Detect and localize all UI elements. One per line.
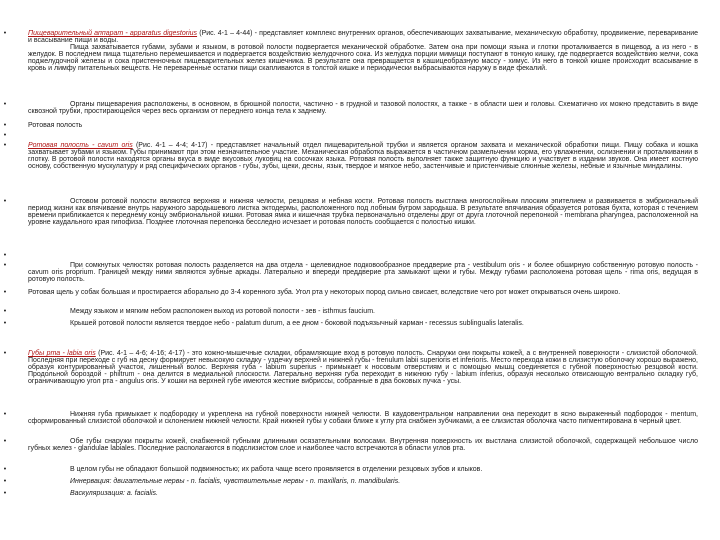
paragraph-text: При сомкнутых челюстях ротовая полость разделяется на два отдела - щелевидное подковообразное преддверие рта - vestibulum oris - и более обширную собственную ротовую полость - cavum oris proprium. Границей между ними являются зубные аркады. Латерально и впереди преддверие рта замыкают щеки и губы. Между губами расположена ротовая щель - rima oris, ведущая в ротовую полость. bbox=[28, 262, 698, 283]
bullet-icon: • bbox=[3, 198, 7, 205]
paragraph-text: Крышей ротовой полости является твердое небо - palatum durum, а ее дном - боковой подъязычный карман - recessus sublingualis lateralis. bbox=[70, 320, 524, 327]
bullet-icon: • bbox=[3, 132, 7, 139]
list-item bbox=[3, 490, 698, 497]
list-item bbox=[3, 350, 698, 385]
paragraph-text: В целом губы не обладают большой подвижностью; их работа чаще всего проявляется в отделении резцовых зубов и клыков. bbox=[70, 466, 483, 473]
paragraph-text: Васкуляризация: a. facialis. bbox=[70, 490, 158, 497]
list-item bbox=[3, 411, 698, 425]
paragraph-text: Остовом ротовой полости являются верхняя и нижняя челюсти, резцовая и небная кости. Ротовая полость выстлана многослойным плоским эпителием и развивается в эмбриональный период жизни как впячивание внутрь наружного зародышевого листка эктодермы, расположенного под лобным бугром зародыша. В результате впячивания образуется ротовая бухта, которая с течением времени приближается к переднему концу эмбриональной кишки. Ротовая ямка и кишечная трубка первоначально отделены друг от друга глоточной перепонкой - membrana pharyngea, расположенной на уровне каудального края гипофиза. Позднее глоточная перепонка бесследно исчезает и ротовая полость сообщается с полостью кишки. bbox=[28, 198, 698, 226]
list-item bbox=[3, 438, 698, 452]
paragraph-text: Органы пищеварения расположены, в основном, в брюшной полости, частично - в грудной и тазовой полостях, а также - в области шеи и головы. Схематично их можно представить в виде сквозной трубки, простирающейся через весь организм от переднего конца тела к заднему. bbox=[28, 101, 698, 115]
paragraph-text: (Рис. 4-1 – 4-44) - представляет комплекс внутренних органов, обеспечивающих захватывание, механическую обработку, продвижение, переваривание и всасывание пищи и воды. bbox=[28, 30, 698, 44]
bullet-icon: • bbox=[3, 411, 7, 418]
paragraph-text: Нижняя губа примыкает к подбородку и укреплена на губной поверхности нижней челюсти. В каудовентральном направлении она переходит в ясно выраженный подбородок - mentum, сформированный слизистой оболочкой и склонением нижней челюсти. Край нижней губы у собаки ближе к углу рта снабжен зубчиками, а ее слизистая оболочка часто пигментирована в черный цвет. bbox=[28, 411, 698, 425]
paragraph-text: Ротовая полость bbox=[28, 122, 83, 129]
bullet-icon: • bbox=[3, 478, 7, 485]
bullet-icon: • bbox=[3, 30, 7, 37]
bullet-icon: • bbox=[3, 289, 7, 296]
bullet-icon: • bbox=[3, 350, 7, 357]
list-item bbox=[3, 142, 698, 170]
paragraph-text: Обе губы снаружи покрыты кожей, снабженной губными длинными осязательными волосами. Внутренняя поверхность их выстлана слизистой оболочкой, содержащей небольшое число губных желез - glandulae labiales. Последние располагаются в подслизистом слое и наиболее часто встречаются в области углов рта. bbox=[28, 438, 698, 452]
list-item bbox=[3, 308, 698, 315]
bullet-icon: • bbox=[3, 490, 7, 497]
bullet-icon: • bbox=[3, 252, 7, 259]
term-heading: Пищеварительный аппарат - apparatus digestorius bbox=[28, 30, 198, 37]
bullet-icon: • bbox=[3, 262, 7, 269]
list-item bbox=[3, 262, 698, 283]
term-heading: Губы рта - labia oris bbox=[28, 350, 96, 357]
list-item bbox=[3, 122, 698, 129]
bullet-icon: • bbox=[3, 320, 7, 327]
list-item bbox=[3, 466, 698, 473]
paragraph-text: Пища захватывается губами, зубами и языком, в ротовой полости подвергается механической обработке. Затем она при помощи языка и глотки проталкивается в пищевод, а из него - в желудок. В последнем пища тщательно перемешивается и подвергается воздействию желудочного сока. Из желудка порции мимищи поступают в тонкую кишку, где подвергается воздействию желчи, сока поджелудочной железы и сока пристенночных пищеварительных желез кишечника. В результате она превращается в кашицеобразную массу - химус. Из него в тонкой кишке происходит всасывание в кровь и лимфу питательных веществ. Не переваренные остатки пищи скапливаются в толстой кишке и периодически выбрасываются наружу в виде фекалий. bbox=[28, 44, 698, 72]
paragraph-text: (Рис. 4-1 – 4-4; 4-17) - представляет начальный отдел пищеварительной трубки и является органом захвата и механической обработки пищи. Пищу собака и кошка захватывает зубами и языком. Губы принимают при этом незначительное участие. Механическая обработка выражается в частичном размельчении корма, его увлажнении, ослизнении и проталкивании в глотку. В ротовой полости находятся органы вкуса в виде вкусовых луковиц на сосочках языка. Ротовая полость выполняет также защитную функцию и участвует в издании звуков. Она имеет костную основу, собственную мускулатуру и ряд специфических органов - губы, зубы, щеки, десны, язык, твердое и мягкое небо, застенчивые и пристенчивые слюнные железы, небные и язычные миндалины. bbox=[28, 142, 698, 170]
paragraph-text: (Рис. 4-1 – 4-6; 4-16; 4-17) - это кожно-мышечные складки, обрамляющие вход в ротовую полость. Снаружи они покрыты кожей, а с внутренней поверхности - слизистой оболочкой. Последняя при переходе с губ на десну формирует невысокую складку - уздечку верхней и нижней губы - frenulum labii superioris et inferioris. Место перехода кожи в слизистую оболочку хорошо выражено, образуя контурированный участок, лишенный волос. Верхняя губа - labium superius - примыкает к носовым отверстиям и с помощью мышц соединяется с губной поверхностью резцовой кости. Продольной бороздой - philtrum - она делится в медиальной плоскости. Латерально верхняя губа переходит в нижнюю губу - labium inferius, образуя несколько отвисающую вентрально складку губ, ограничивающую угол рта - angulus oris. У кошки на верхней губе имеются жесткие вибриссы, собранные в два боковых пучка - усы. bbox=[28, 350, 698, 385]
bullet-icon: • bbox=[3, 466, 7, 473]
bullet-icon: • bbox=[3, 142, 7, 149]
term-heading: Ротовая полость - cavum oris bbox=[28, 142, 133, 149]
list-item bbox=[3, 101, 698, 115]
bullet-icon: • bbox=[3, 308, 7, 315]
list-item bbox=[3, 198, 698, 226]
paragraph-text: Иннервация: двигательные нервы - n. facialis, чувствительные нервы - n. maxillaris, n. mandibularis. bbox=[70, 478, 401, 485]
bullet-icon: • bbox=[3, 122, 7, 129]
bullet-icon: • bbox=[3, 101, 7, 108]
list-item bbox=[3, 320, 698, 327]
list-item bbox=[3, 478, 698, 485]
list-item bbox=[3, 289, 698, 296]
paragraph-text: Между языком и мягким небом расположен выход из ротовой полости - зев - isthmus faucium. bbox=[70, 308, 375, 315]
paragraph-text: Ротовая щель у собак большая и простирается аборально до 3-4 коренного зуба. Угол рта у некоторых пород сильно свисает, вследствие чего рот может открываться очень широко. bbox=[28, 289, 621, 296]
list-item bbox=[3, 30, 698, 72]
bullet-icon: • bbox=[3, 438, 7, 445]
